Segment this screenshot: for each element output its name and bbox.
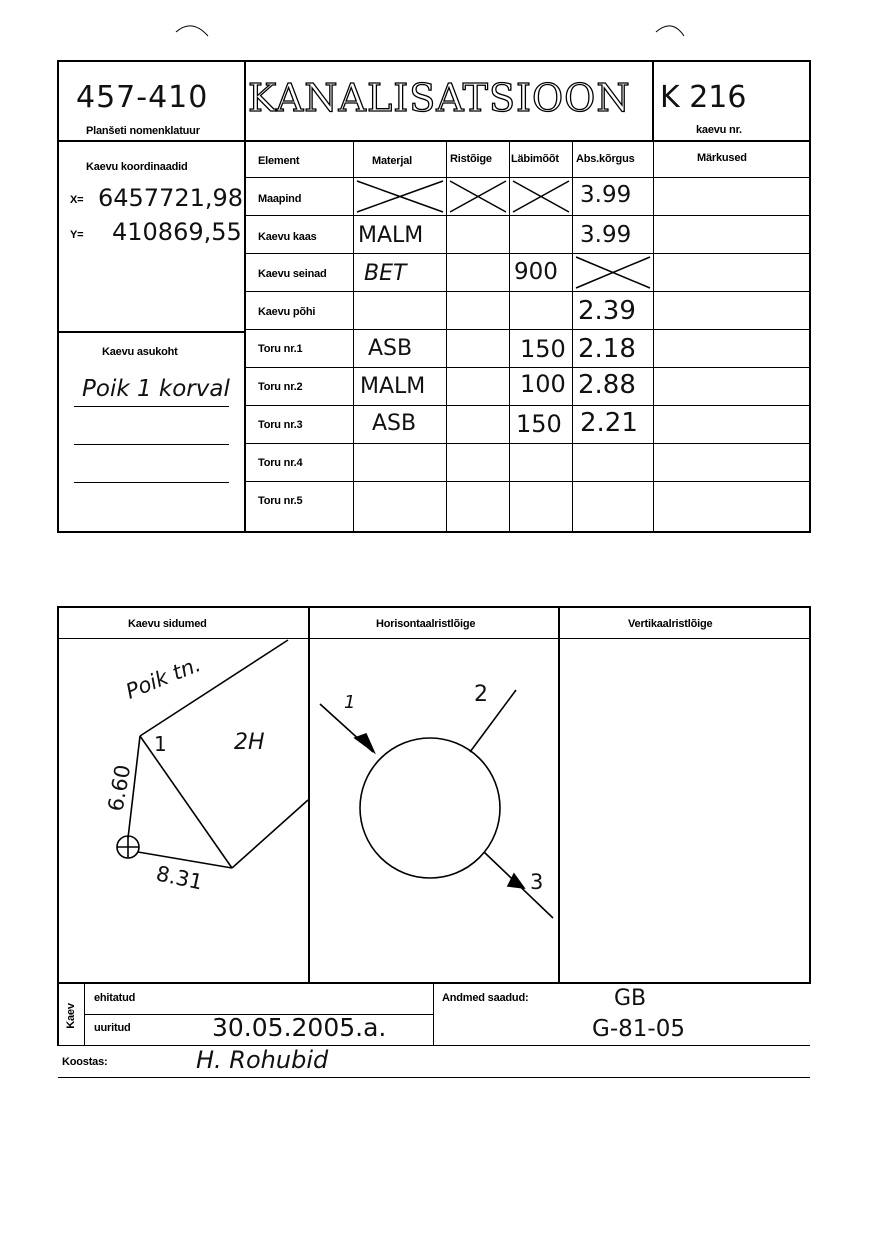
y-coordinate: 410869,55: [112, 218, 242, 246]
location-label: Kaevu asukoht: [102, 346, 178, 358]
cell-abs: 3.99: [580, 222, 632, 248]
y-prefix: Y=: [70, 229, 84, 241]
cell-material: ASB: [368, 336, 413, 361]
cell-diameter: 150: [516, 410, 562, 438]
table-row: Toru nr.3: [258, 419, 303, 431]
cell-material: MALM: [360, 374, 426, 399]
col-element: Element: [258, 155, 300, 167]
cell-material: BET: [364, 261, 407, 286]
x-prefix: X=: [70, 194, 84, 206]
tie-street-label: Poik tn.: [122, 652, 205, 704]
table-row: Kaevu põhi: [258, 306, 316, 318]
compiled-label: Koostas:: [62, 1056, 108, 1068]
sheet-label: Planšeti nomenklatuur: [86, 125, 200, 137]
cell-abs: 2.39: [578, 296, 636, 326]
table-row: Kaevu kaas: [258, 231, 317, 243]
location-value: Poik 1 korval: [82, 376, 230, 402]
cell-abs: 2.88: [578, 370, 636, 400]
col-abs: Abs.kõrgus: [576, 153, 635, 165]
pipe-label-1: 1: [344, 692, 356, 713]
table-row: Toru nr.2: [258, 381, 303, 393]
ties-label: Kaevu sidumed: [128, 618, 207, 630]
cell-diameter: 150: [520, 335, 566, 363]
col-cross: Ristõige: [450, 153, 492, 165]
tie-distance-2: 8.31: [154, 861, 205, 895]
well-id-label: kaevu nr.: [696, 124, 742, 136]
x-coordinate: 6457721,98: [98, 184, 244, 212]
table-row: Maapind: [258, 193, 302, 205]
side-label: Kaev: [64, 1003, 77, 1029]
col-notes: Märkused: [697, 152, 747, 164]
compiled-by: H. Rohubid: [196, 1046, 329, 1074]
surveyed-label: uuritud: [94, 1022, 131, 1034]
cell-material: MALM: [358, 223, 424, 248]
cell-abs: 3.99: [580, 182, 632, 208]
cell-abs: 2.18: [578, 334, 636, 364]
pipe-label-2: 2: [474, 682, 488, 707]
cell-abs: 2.21: [580, 408, 638, 438]
well-id: K 216: [660, 80, 747, 115]
tie-distance-1: 6.60: [103, 762, 136, 814]
tie-building-label: 2H: [234, 730, 265, 755]
form-title: KANALISATSIOON: [248, 76, 631, 120]
coordinates-label: Kaevu koordinaadid: [86, 161, 188, 173]
table-row: Toru nr.4: [258, 457, 303, 469]
data-source-value-1: GB: [614, 986, 647, 1011]
table-row: Toru nr.5: [258, 495, 303, 507]
surveyed-date: 30.05.2005.a.: [212, 1013, 387, 1042]
table-row: Kaevu seinad: [258, 268, 327, 280]
col-diameter: Läbimõõt: [511, 153, 559, 165]
cell-diameter: 900: [514, 259, 558, 285]
pipe-label-3: 3: [530, 870, 544, 894]
table-row: Toru nr.1: [258, 343, 303, 355]
data-source-value-2: G-81-05: [592, 1016, 685, 1042]
col-material: Materjal: [372, 155, 412, 167]
cell-diameter: 100: [520, 370, 566, 398]
data-source-label: Andmed saadud:: [442, 992, 529, 1004]
cell-material: ASB: [372, 411, 417, 436]
built-label: ehitatud: [94, 992, 136, 1004]
sheet-number: 457-410: [76, 80, 209, 115]
tie-point-label: 1: [154, 732, 167, 756]
vertical-section-label: Vertikaalristlõige: [628, 618, 713, 630]
horizontal-section-label: Horisontaalristlõige: [376, 618, 476, 630]
